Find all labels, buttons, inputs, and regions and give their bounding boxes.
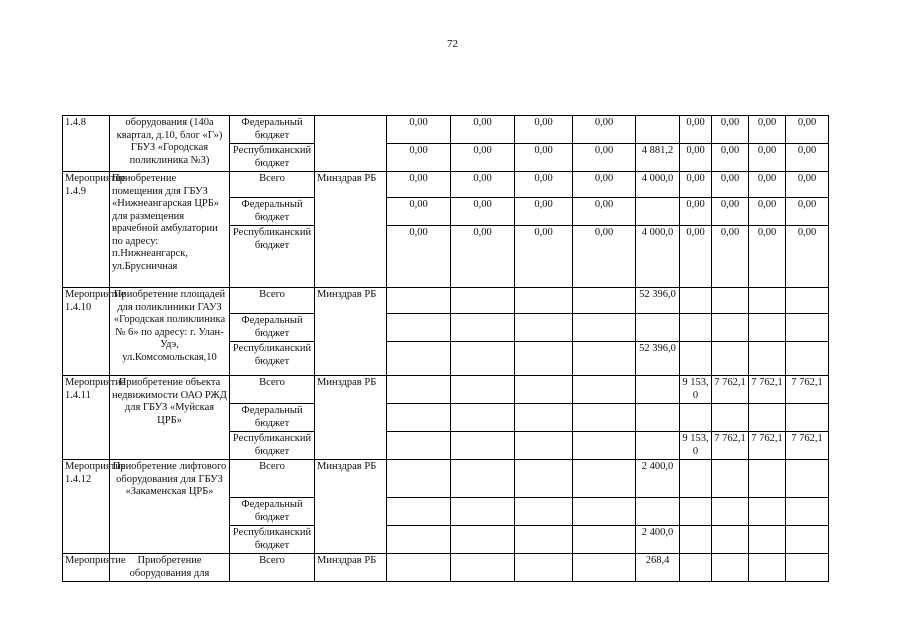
value-cell: 4 881,2 <box>636 144 680 172</box>
value-cell: 52 396,0 <box>636 342 680 376</box>
value-cell: 0,00 <box>387 116 451 144</box>
value-cell: 9 153,0 <box>680 376 712 404</box>
measure-code: 1.4.8 <box>63 116 110 172</box>
value-cell: 0,00 <box>573 172 636 198</box>
measure-code: Мероприятие <box>63 554 110 582</box>
value-cell: 0,00 <box>749 116 786 144</box>
value-cell: 4 000,0 <box>636 226 680 288</box>
value-cell: 0,00 <box>573 198 636 226</box>
table-row <box>63 288 829 314</box>
value-cell: 2 400,0 <box>636 460 680 498</box>
funding-source: Федеральный бюджет <box>230 404 315 432</box>
table-row <box>63 172 829 198</box>
table-row <box>63 116 829 144</box>
value-cell: 0,00 <box>573 144 636 172</box>
funding-source: Федеральный бюджет <box>230 498 315 526</box>
value-cell: 0,00 <box>680 172 712 198</box>
funding-source: Федеральный бюджет <box>230 314 315 342</box>
value-cell: 4 000,0 <box>636 172 680 198</box>
funding-source: Республиканский бюджет <box>230 144 315 172</box>
measure-name: Приобретение объекта недвижимости ОАО РЖД для ГБУЗ «Муйская ЦРБ» <box>110 376 230 460</box>
table-row <box>63 554 829 582</box>
funding-source: Республиканский бюджет <box>230 342 315 376</box>
measure-code: Мероприятие 1.4.9 <box>63 172 110 288</box>
value-cell: 0,00 <box>387 172 451 198</box>
value-cell: 0,00 <box>786 226 829 288</box>
value-cell: 0,00 <box>515 226 573 288</box>
value-cell: 0,00 <box>712 116 749 144</box>
measure-name: оборудования (140а квартал, д.10, блог «Г») ГБУЗ «Городская поликлиника №3) <box>110 116 230 172</box>
value-cell: 268,4 <box>636 554 680 582</box>
value-cell: 0,00 <box>515 172 573 198</box>
executor <box>315 116 387 172</box>
executor: Минздрав РБ <box>315 554 387 582</box>
value-cell: 0,00 <box>749 172 786 198</box>
value-cell: 0,00 <box>451 144 515 172</box>
funding-source: Республиканский бюджет <box>230 226 315 288</box>
funding-source: Республиканский бюджет <box>230 526 315 554</box>
value-cell <box>636 198 680 226</box>
value-cell: 0,00 <box>786 198 829 226</box>
funding-source: Республиканский бюджет <box>230 432 315 460</box>
measure-name: Приобретение лифтового оборудования для ГБУЗ «Закаменская ЦРБ» <box>110 460 230 554</box>
value-cell: 7 762,1 <box>786 432 829 460</box>
value-cell: 0,00 <box>680 198 712 226</box>
value-cell: 0,00 <box>515 198 573 226</box>
value-cell: 0,00 <box>387 144 451 172</box>
value-cell: 0,00 <box>573 116 636 144</box>
value-cell: 0,00 <box>451 172 515 198</box>
measure-name: Приобретение оборудования для <box>110 554 230 582</box>
value-cell: 0,00 <box>786 172 829 198</box>
value-cell: 0,00 <box>712 172 749 198</box>
budget-table <box>62 115 829 582</box>
table-row <box>63 376 829 404</box>
executor: Минздрав РБ <box>315 172 387 288</box>
value-cell: 0,00 <box>515 116 573 144</box>
value-cell: 9 153,0 <box>680 432 712 460</box>
value-cell: 0,00 <box>451 226 515 288</box>
value-cell: 0,00 <box>387 226 451 288</box>
value-cell: 0,00 <box>712 144 749 172</box>
value-cell: 0,00 <box>680 226 712 288</box>
value-cell <box>636 116 680 144</box>
executor: Минздрав РБ <box>315 460 387 554</box>
value-cell: 0,00 <box>712 226 749 288</box>
value-cell: 2 400,0 <box>636 526 680 554</box>
measure-code: Мероприятие 1.4.12 <box>63 460 110 554</box>
value-cell: 52 396,0 <box>636 288 680 314</box>
value-cell: 0,00 <box>573 226 636 288</box>
funding-source: Федеральный бюджет <box>230 198 315 226</box>
value-cell: 7 762,1 <box>749 432 786 460</box>
value-cell: 0,00 <box>451 116 515 144</box>
value-cell: 0,00 <box>680 116 712 144</box>
value-cell: 0,00 <box>749 198 786 226</box>
measure-code: Мероприятие 1.4.11 <box>63 376 110 460</box>
funding-source: Всего <box>230 460 315 498</box>
value-cell: 0,00 <box>712 198 749 226</box>
value-cell: 0,00 <box>451 198 515 226</box>
value-cell: 0,00 <box>515 144 573 172</box>
value-cell: 7 762,1 <box>786 376 829 404</box>
value-cell: 0,00 <box>786 144 829 172</box>
funding-source: Всего <box>230 554 315 582</box>
funding-source: Всего <box>230 288 315 314</box>
executor: Минздрав РБ <box>315 376 387 460</box>
funding-source: Всего <box>230 172 315 198</box>
funding-source: Федеральный бюджет <box>230 116 315 144</box>
value-cell: 7 762,1 <box>712 432 749 460</box>
value-cell: 0,00 <box>387 198 451 226</box>
funding-source: Всего <box>230 376 315 404</box>
measure-name: Приобретение помещения для ГБУЗ «Нижнеангарская ЦРБ» для размещения врачебной амбулатории по адресу: п.Нижнеангарск, ул.Брусничная <box>110 172 230 288</box>
measure-name: Приобретение площадей для поликлиники ГАУЗ «Городская поликлиника № 6» по адресу: г. Улан-Удэ, ул.Комсомольская,10 <box>110 288 230 376</box>
value-cell: 7 762,1 <box>749 376 786 404</box>
executor: Минздрав РБ <box>315 288 387 376</box>
value-cell: 0,00 <box>680 144 712 172</box>
measure-code: Мероприятие 1.4.10 <box>63 288 110 376</box>
page-number: 72 <box>447 38 458 50</box>
value-cell: 0,00 <box>749 226 786 288</box>
table-row <box>63 460 829 498</box>
value-cell: 0,00 <box>786 116 829 144</box>
value-cell: 7 762,1 <box>712 376 749 404</box>
value-cell: 0,00 <box>749 144 786 172</box>
